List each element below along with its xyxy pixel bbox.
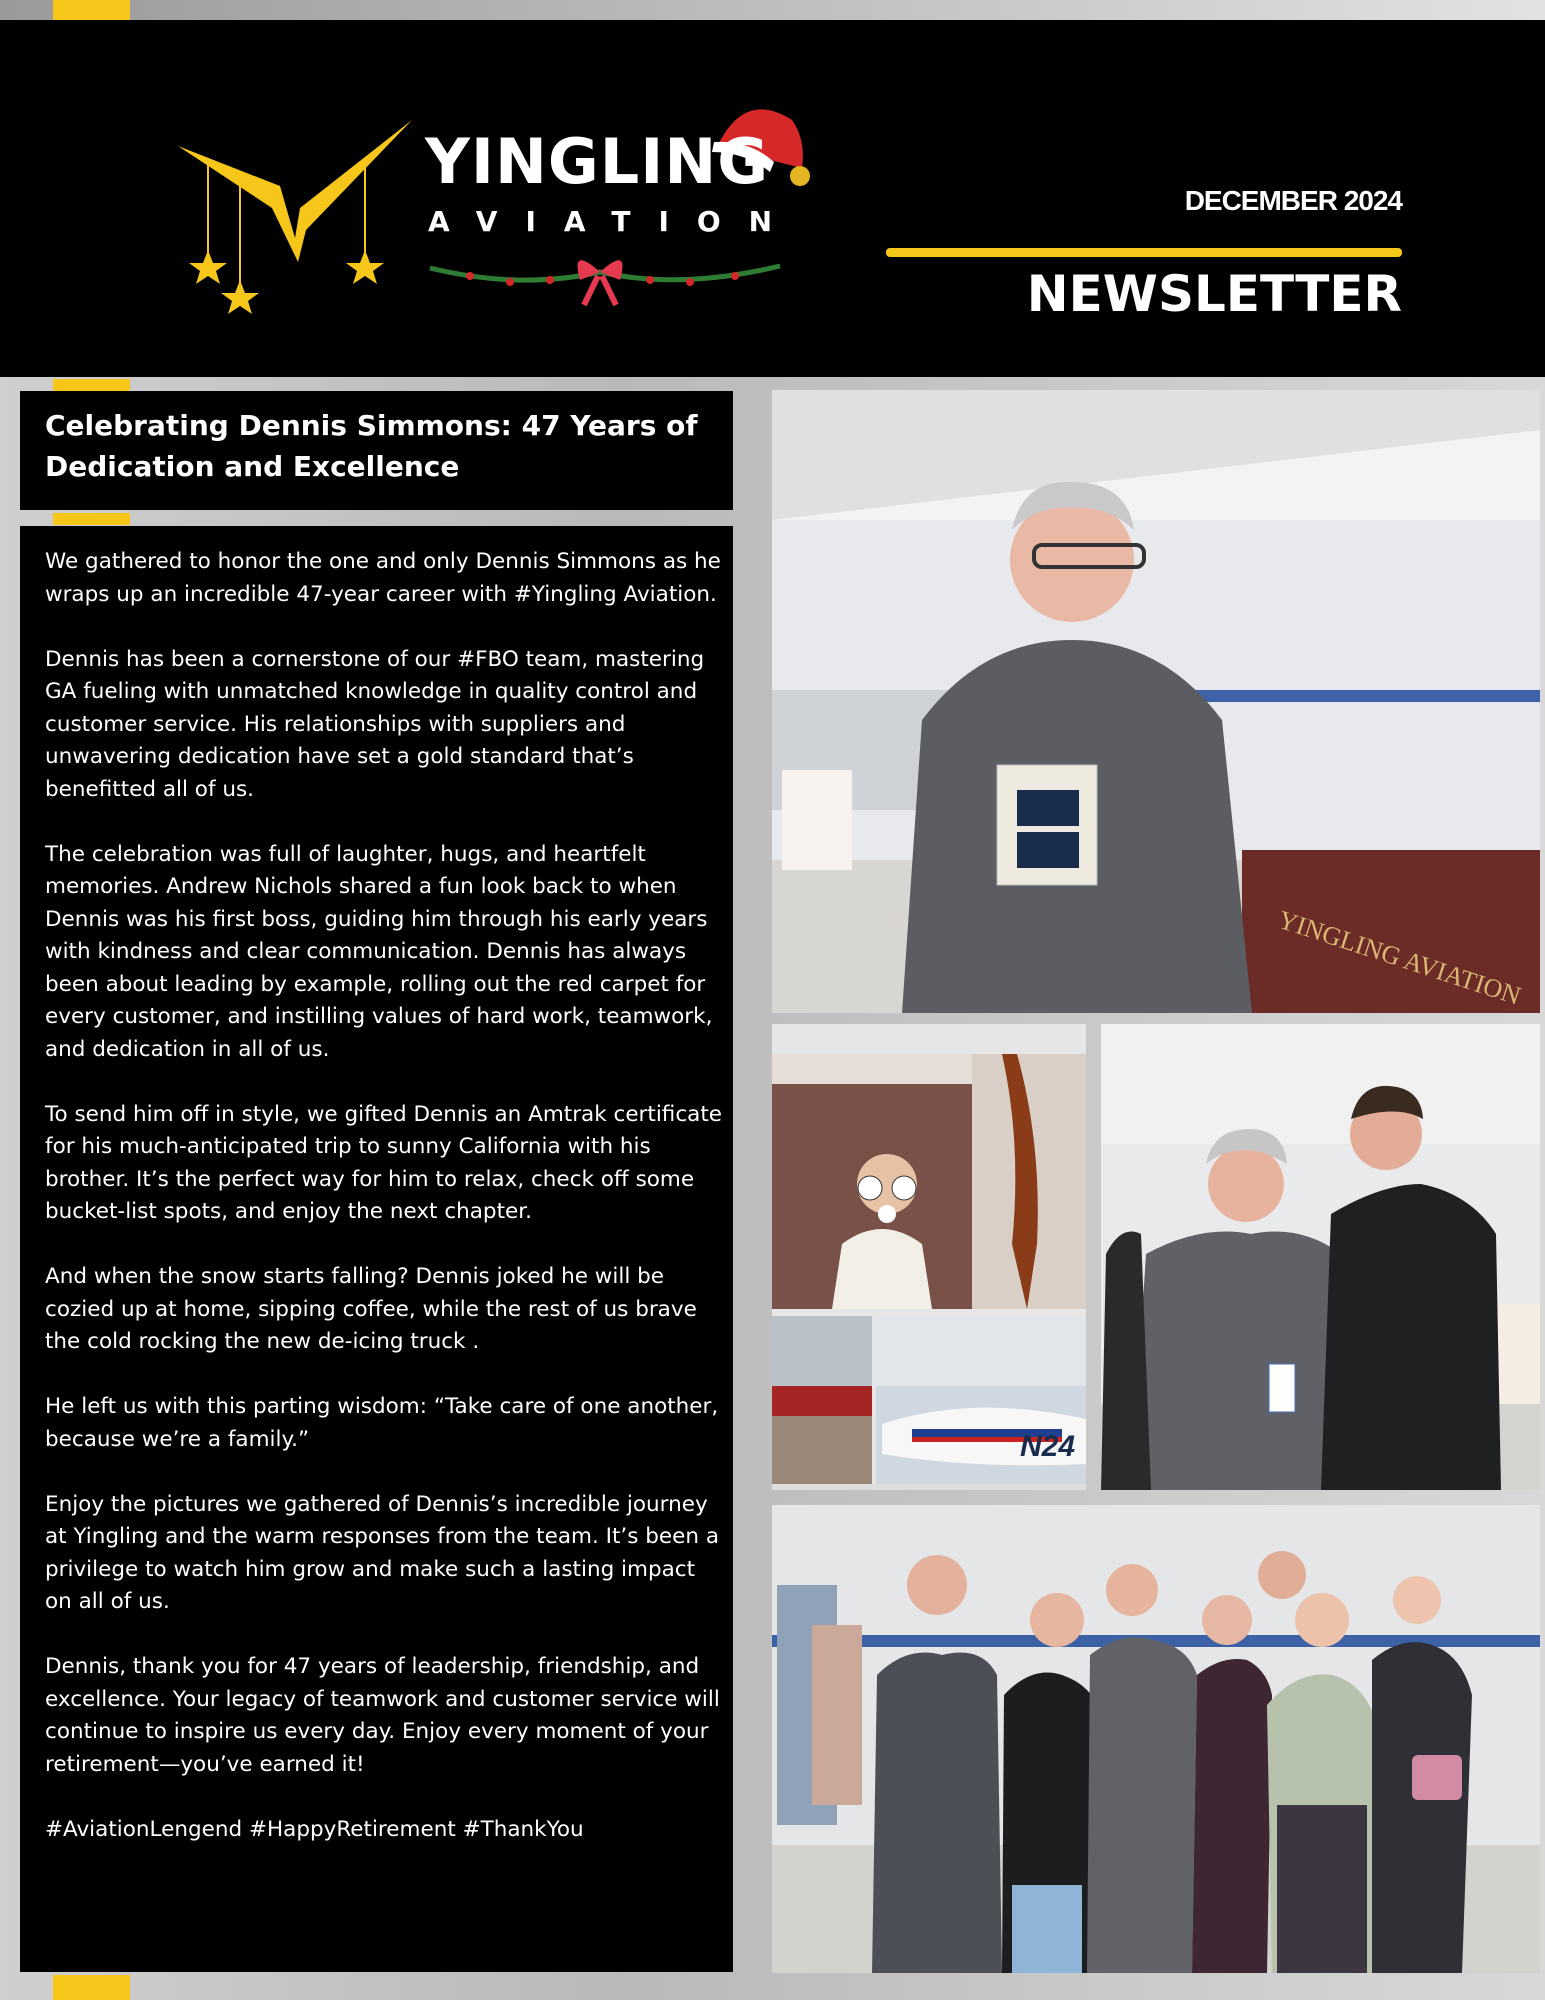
photo-dennis-with-gift: [772, 390, 1540, 1013]
paragraph: Enjoy the pictures we gathered of Dennis’s incredible journey at Yingling and the warm responses from the team. It’s been a privilege to watch him grow and make such a lasting impact on all of us.: [45, 1491, 720, 1614]
paragraph: Dennis has been a cornerstone of our #FBO team, mastering GA fueling with unmatched knowledge in quality control and customer service. His relationships with suppliers and unwavering dedication have set a gold standard that’s benefitted all of us.: [45, 646, 705, 802]
article-title-box: [20, 391, 733, 510]
top-gradient-strip: [0, 0, 1545, 20]
yingling-logo: [170, 90, 850, 340]
brand-subtitle: AVIATION: [428, 205, 801, 238]
header-yellow-rule: [886, 248, 1402, 257]
newsletter-header: [0, 20, 1545, 377]
issue-date: DECEMBER 2024: [1184, 185, 1402, 216]
body-yellow-accent: [53, 513, 130, 525]
plane-tail-number: N24: [1020, 1430, 1076, 1463]
photo-team-group: [772, 1505, 1540, 1973]
paragraph: To send him off in style, we gifted Dennis an Amtrak certificate for his much-anticipated trip to sunny California with his brother. It’s the perfect way for him to relax, check off some bucket-list spots, and enjoy the next chapter.: [45, 1101, 722, 1224]
holly-garland-icon: [430, 260, 780, 305]
newsletter-label: NEWSLETTER: [1026, 265, 1402, 323]
hashtags: #AviationLengend #HappyRetirement #ThankYou: [45, 1816, 584, 1842]
top-yellow-accent: [53, 0, 130, 20]
paragraph: And when the snow starts falling? Dennis joked he will be cozied up at home, sipping coffee, while the rest of us brave the cold rocking the new de-icing truck .: [45, 1264, 697, 1354]
title-yellow-accent: [53, 379, 130, 391]
article-title: Celebrating Dennis Simmons: 47 Years of Dedication and Excellence: [45, 409, 698, 483]
podium-text: YINGLING AVIATION: [1274, 904, 1525, 1011]
article-body: [45, 546, 725, 1879]
photo-career-collage: [772, 1024, 1086, 1490]
paragraph: He left us with this parting wisdom: “Take care of one another, because we’re a family.”: [45, 1394, 719, 1452]
paragraph: We gathered to honor the one and only Dennis Simmons as he wraps up an incredible 47-year career with #Yingling Aviation.: [45, 549, 721, 607]
wing-v-icon: [178, 120, 412, 262]
bottom-yellow-accent: [53, 1975, 130, 2000]
brand-name: YINGLING: [425, 125, 770, 198]
paragraph: The celebration was full of laughter, hugs, and heartfelt memories. Andrew Nichols shared a fun look back to when Dennis was his first boss, guiding him through his early years with kindness and clear communication. Dennis has always been about leading by example, rolling out the red carpet for every customer, and instilling values of hard work, teamwork, and dedication in all of us.: [45, 841, 713, 1062]
article-body-box: [20, 526, 733, 1972]
paragraph: Dennis, thank you for 47 years of leadership, friendship, and excellence. Your legacy of teamwork and customer service will continue to inspire us every day. Enjoy every moment of your retirement—you’ve earned it!: [45, 1654, 720, 1777]
photo-dennis-and-andrew: [1101, 1024, 1540, 1490]
